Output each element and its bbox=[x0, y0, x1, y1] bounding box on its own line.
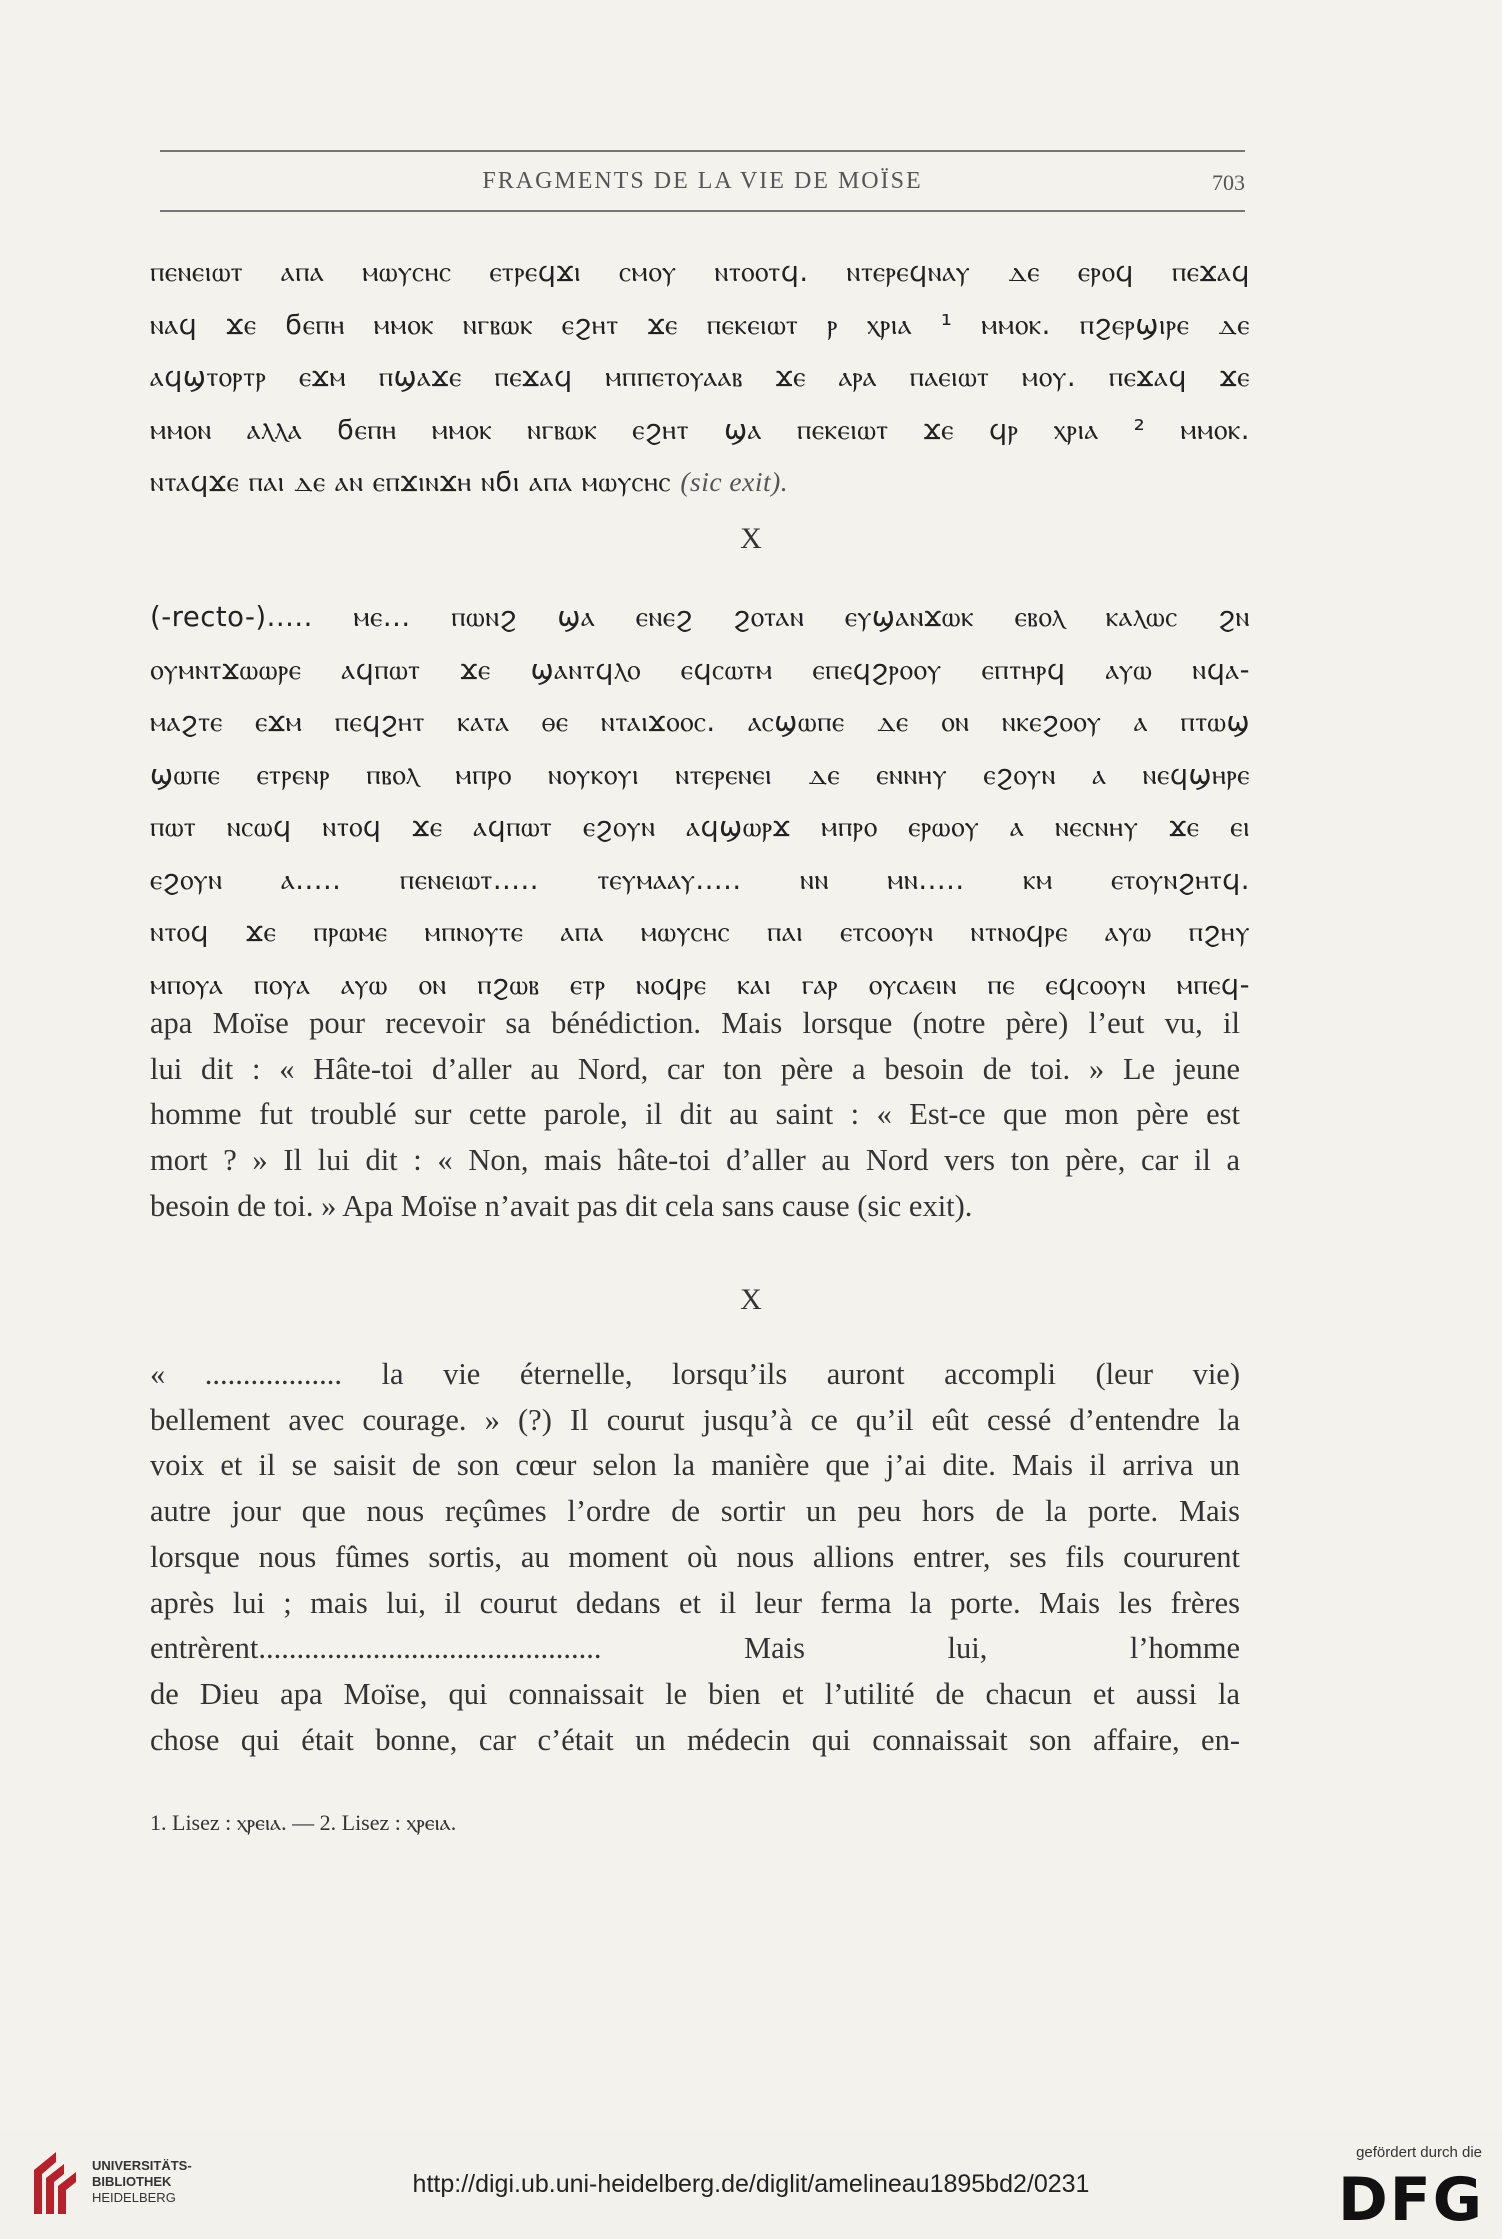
coptic-line: ⲛⲁϥ ϫⲉ ϭⲉⲡⲏ ⲙⲙⲟⲕ ⲛⲅⲃⲱⲕ ⲉϩⲏⲧ ϫⲉ ⲡⲉⲕⲉⲓⲱⲧ ⲣ ⲭⲣⲓⲁ ¹ ⲙⲙⲟⲕ. ⲡϩⲉⲣϣⲓⲣⲉ ⲇⲉ bbox=[150, 308, 1250, 341]
section-heading-french: X bbox=[740, 1283, 762, 1316]
viewer-footer bbox=[0, 2130, 1502, 2239]
french-line: mort ? » Il lui dit : « Non, mais hâte-toi d’aller au Nord vers ton père, car il a bbox=[150, 1143, 1240, 1178]
french-translation-block-1 bbox=[150, 1001, 1240, 1230]
french-line: besoin de toi. » Apa Moïse n’avait pas dit cela sans cause (sic exit). bbox=[150, 1188, 973, 1223]
running-title: FRAGMENTS DE LA VIE DE MOÏSE bbox=[482, 168, 923, 194]
coptic-line: ⲉϩⲟⲩⲛ ⲁ..... ⲡⲉⲛⲉⲓⲱⲧ..... ⲧⲉⲩⲙⲁⲁⲩ..... ⲛⲛ ⲙⲛ..... ⲕⲙ ⲉⲧⲟⲩⲛϩⲏⲧϥ. bbox=[150, 863, 1250, 896]
running-head bbox=[160, 168, 1245, 208]
footnotes: 1. Lisez : ⲭⲣⲉⲓⲁ. — 2. Lisez : ⲭⲣⲉⲓⲁ. bbox=[150, 1810, 457, 1835]
funded-by-label: gefördert durch die bbox=[1356, 2144, 1482, 2161]
page-number: 703 bbox=[1212, 170, 1245, 195]
french-line: lui dit : « Hâte-toi d’aller au Nord, car ton père a besoin de toi. » Le jeune bbox=[150, 1051, 1240, 1086]
coptic-line: ⲟⲩⲙⲛⲧϫⲱⲱⲣⲉ ⲁϥⲡⲱⲧ ϫⲉ ϣⲁⲛⲧϥⲗⲟ ⲉϥⲥⲱⲧⲙ ⲉⲡⲉϥϩⲣⲟⲟⲩ ⲉⲡⲧⲏⲣϥ ⲁⲩⲱ ⲛϥⲁ- bbox=[150, 653, 1250, 686]
coptic-line: ⲙⲁϩⲧⲉ ⲉϫⲙ ⲡⲉϥϩⲏⲧ ⲕⲁⲧⲁ ⲑⲉ ⲛⲧⲁⲓϫⲟⲟⲥ. ⲁⲥϣⲱⲡⲉ ⲇⲉ ⲟⲛ ⲛⲕⲉϩⲟⲟⲩ ⲁ ⲡⲧⲱϣ bbox=[150, 706, 1250, 738]
french-line: entrèrent............................................. Mais lui, l’homme bbox=[150, 1631, 1240, 1666]
french-line: bellement avec courage. » (?) Il courut jusqu’à ce qu’il eût cessé d’entendre la bbox=[150, 1402, 1240, 1437]
coptic-line: ⲛⲧⲟϥ ϫⲉ ⲡⲣⲱⲙⲉ ⲙⲡⲛⲟⲩⲧⲉ ⲁⲡⲁ ⲙⲱⲩⲥⲏⲥ ⲡⲁⲓ ⲉⲧⲥⲟⲟⲩⲛ ⲛⲧⲛⲟϥⲣⲉ ⲁⲩⲱ ⲡϩⲏⲩ bbox=[150, 916, 1250, 948]
french-line: homme fut troublé sur cette parole, il dit au saint : « Est-ce que mon père est bbox=[150, 1097, 1240, 1132]
library-name-line: UNIVERSITÄTS- bbox=[92, 2158, 192, 2173]
coptic-line: ⲡⲱⲧ ⲛⲥⲱϥ ⲛⲧⲟϥ ϫⲉ ⲁϥⲡⲱⲧ ⲉϩⲟⲩⲛ ⲁϥϣⲱⲣϫ ⲙⲡⲣⲟ ⲉⲣⲱⲟⲩ ⲁ ⲛⲉⲥⲛⲏⲩ ϫⲉ ⲉⲓ bbox=[150, 811, 1250, 843]
source-url-link[interactable]: http://digi.ub.uni-heidelberg.de/diglit/amelineau1895bd2/0231 bbox=[412, 2170, 1090, 2198]
coptic-line: ⲡⲉⲛⲉⲓⲱⲧ ⲁⲡⲁ ⲙⲱⲩⲥⲏⲥ ⲉⲧⲣⲉϥϫⲓ ⲥⲙⲟⲩ ⲛⲧⲟⲟⲧϥ. ⲛⲧⲉⲣⲉϥⲛⲁⲩ ⲇⲉ ⲉⲣⲟϥ ⲡⲉϫⲁϥ bbox=[150, 256, 1250, 288]
french-line: chose qui était bonne, car c’était un médecin qui connaissait son affaire, en- bbox=[150, 1722, 1240, 1757]
french-line: de Dieu apa Moïse, qui connaissait le bien et l’utilité de chacun et aussi la bbox=[150, 1676, 1240, 1711]
coptic-text-block-2 bbox=[150, 591, 1250, 1011]
french-line: apa Moïse pour recevoir sa bénédiction. Mais lorsque (notre père) l’eut vu, il bbox=[150, 1006, 1240, 1040]
section-heading-coptic: X bbox=[740, 522, 762, 555]
coptic-line: ϣⲱⲡⲉ ⲉⲧⲣⲉⲛⲣ ⲡⲃⲟⲗ ⲙⲡⲣⲟ ⲛⲟⲩⲕⲟⲩⲓ ⲛⲧⲉⲣⲉⲛⲉⲓ ⲇⲉ ⲉⲛⲛⲏⲩ ⲉϩⲟⲩⲛ ⲁ ⲛⲉϥϣⲏⲣⲉ bbox=[150, 758, 1250, 791]
french-line: autre jour que nous reçûmes l’ordre de sortir un peu hors de la porte. Mais bbox=[150, 1494, 1240, 1529]
coptic-line-text: ⲛⲧⲁϥϫⲉ ⲡⲁⲓ ⲇⲉ ⲁⲛ ⲉⲡϫⲓⲛϫⲏ ⲛϭⲓ ⲁⲡⲁ ⲙⲱⲩⲥⲏⲥ bbox=[150, 466, 672, 498]
french-translation-block-2 bbox=[150, 1352, 1240, 1763]
french-line: « .................. la vie éternelle, lorsqu’ils auront accompli (leur vie) bbox=[150, 1357, 1240, 1391]
coptic-line: ⲙⲡⲟⲩⲁ ⲡⲟⲩⲁ ⲁⲩⲱ ⲟⲛ ⲡϩⲱⲃ ⲉⲧⲣ ⲛⲟϥⲣⲉ ⲕⲁⲓ ⲅⲁⲣ ⲟⲩⲥⲁⲉⲓⲛ ⲡⲉ ⲉϥⲥⲟⲟⲩⲛ ⲙⲡⲉϥ- bbox=[150, 968, 1250, 1001]
header-rule-top bbox=[160, 150, 1245, 152]
french-line: après lui ; mais lui, il courut dedans et il leur ferma la porte. Mais les frères bbox=[150, 1585, 1240, 1620]
sic-note: (sic exit). bbox=[680, 466, 789, 497]
library-name-line: BIBLIOTHEK bbox=[92, 2174, 172, 2189]
french-line: lorsque nous fûmes sortis, au moment où nous allions entrer, ses fils coururent bbox=[150, 1539, 1240, 1574]
coptic-line: ⲙⲙⲟⲛ ⲁⲗⲗⲁ ϭⲉⲡⲏ ⲙⲙⲟⲕ ⲛⲅⲃⲱⲕ ⲉϩⲏⲧ ϣⲁ ⲡⲉⲕⲉⲓⲱⲧ ϫⲉ ϥⲣ ⲭⲣⲓⲁ ² ⲙⲙⲟⲕ. bbox=[150, 413, 1250, 446]
coptic-text-block-1 bbox=[150, 246, 1250, 509]
french-line: voix et il se saisit de son cœur selon la manière que j’ai dite. Mais il arriva un bbox=[150, 1448, 1240, 1483]
library-name-line: HEIDELBERG bbox=[92, 2190, 176, 2205]
coptic-line: (-recto-)..... ⲙⲉ... ⲡⲱⲛϩ ϣⲁ ⲉⲛⲉϩ ϩⲟⲧⲁⲛ ⲉⲩϣⲁⲛϫⲱⲕ ⲉⲃⲟⲗ ⲕⲁⲗⲱⲥ ϩⲛ bbox=[150, 601, 1250, 633]
dfg-logo: DFG bbox=[1337, 2165, 1484, 2235]
coptic-line: ⲁϥϣⲧⲟⲣⲧⲣ ⲉϫⲙ ⲡϣⲁϫⲉ ⲡⲉϫⲁϥ ⲙⲡⲡⲉⲧⲟⲩⲁⲁⲃ ϫⲉ ⲁⲣⲁ ⲡⲁⲉⲓⲱⲧ ⲙⲟⲩ. ⲡⲉϫⲁϥ ϫⲉ bbox=[150, 361, 1250, 393]
coptic-line bbox=[150, 456, 1250, 509]
header-rule-bottom bbox=[160, 210, 1245, 212]
